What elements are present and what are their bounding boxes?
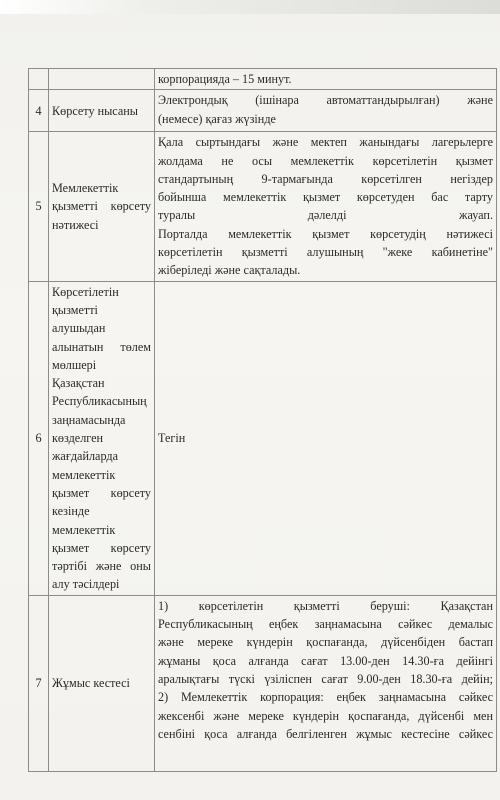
title-line: заңнамасында	[52, 412, 126, 427]
content-line: көрсетілетін қызметті алушының "жеке кабинетіне"	[158, 245, 493, 260]
row-title	[49, 69, 155, 90]
title-line: алу тәсілдері	[52, 577, 120, 592]
content-line: Электрондық (ішінара автоматтандырылған) және	[158, 93, 493, 108]
content-line: 2) Мемлекеттік корпорация: еңбек заңнамасына сәйкес	[158, 690, 493, 705]
content-line: Порталда мемлекеттік қызмет көрсетудің нәтижесі	[158, 226, 493, 241]
content-line: бойынша мемлекеттік қызмет көрсетуден бас тарту	[158, 190, 493, 205]
row-title	[49, 595, 155, 771]
title-line: Жұмыс кестесі	[52, 676, 130, 691]
title-line: жағдайларда	[52, 449, 118, 464]
row-content	[155, 90, 497, 132]
table-row	[29, 281, 497, 595]
title-line: кезінде	[52, 504, 90, 519]
title-line: мемлекеттік	[52, 522, 116, 537]
table-row	[29, 595, 497, 771]
title-line: алынатын төлем	[52, 339, 151, 354]
row-content	[155, 132, 497, 281]
scan-top-edge	[0, 0, 500, 14]
table-row	[29, 132, 497, 281]
title-line: Қазақстан	[52, 376, 105, 391]
table-row	[29, 90, 497, 132]
row-content	[155, 595, 497, 771]
content-line: корпорацияда – 15 минут.	[158, 72, 292, 86]
content-line: жолдама не осы мемлекеттік көрсетілетін қызмет	[158, 153, 493, 168]
title-line: Мемлекеттік	[52, 181, 119, 196]
title-line: тәртібі және оны	[52, 559, 151, 574]
title-line: Республикасының	[52, 394, 147, 409]
row-number: 6	[29, 281, 49, 595]
content-line: сенбіні қоса алғанда белгіленген жұмыс кестесіне сәйкес	[158, 726, 493, 741]
content-line: жексенбі және мереке күндерін қоспағанда, дүйсенбі мен	[158, 708, 493, 723]
title-line: қызмет көрсету	[52, 540, 151, 555]
row-content	[155, 69, 497, 90]
title-line: мөлшері	[52, 357, 97, 372]
row-number: 7	[29, 595, 49, 771]
row-title	[49, 281, 155, 595]
table-row	[29, 69, 497, 90]
content-line: 1) көрсетілетін қызметті беруші: Қазақстан	[158, 598, 493, 613]
row-title	[49, 132, 155, 281]
content-line: туралы дәлелді жауап.	[158, 208, 493, 223]
row-number: 5	[29, 132, 49, 281]
content-line: жіберіледі және сақталады.	[158, 263, 301, 278]
title-line: Көрсетілетін	[52, 284, 119, 299]
title-line: қызметті	[52, 302, 98, 317]
content-line: Республикасының еңбек заңнамасына сәйкес демалыс	[158, 617, 493, 632]
content-line: Қала сыртындағы және мектеп жанындағы лагерьлерге	[158, 135, 493, 150]
content-line: аралықтағы түскі үзіліспен сағат 9.00-ден 18.30-ға дейін;	[158, 671, 493, 686]
row-number	[29, 69, 49, 90]
title-line: қызметті көрсету	[52, 199, 151, 214]
content-line: және мереке күндерін қоспағанда, дүйсенбіден бастап	[158, 635, 493, 650]
title-line: көзделген	[52, 431, 104, 446]
content-line: стандартының 9-тармағында көрсетілген негіздер	[158, 171, 493, 186]
content-line: (немесе) қағаз жүзінде	[158, 111, 276, 126]
title-line: Көрсету нысаны	[52, 103, 138, 118]
content-line: Тегін	[158, 431, 186, 446]
row-number: 4	[29, 90, 49, 132]
title-line: қызмет көрсету	[52, 485, 151, 500]
service-standard-table	[28, 68, 497, 772]
row-content	[155, 281, 497, 595]
title-line: нәтижесі	[52, 217, 99, 232]
content-line: жұманы қоса алғанда сағат 13.00-ден 14.30-ға дейінгі	[158, 653, 493, 668]
title-line: алушыдан	[52, 321, 106, 336]
row-title	[49, 90, 155, 132]
title-line: мемлекеттік	[52, 467, 116, 482]
